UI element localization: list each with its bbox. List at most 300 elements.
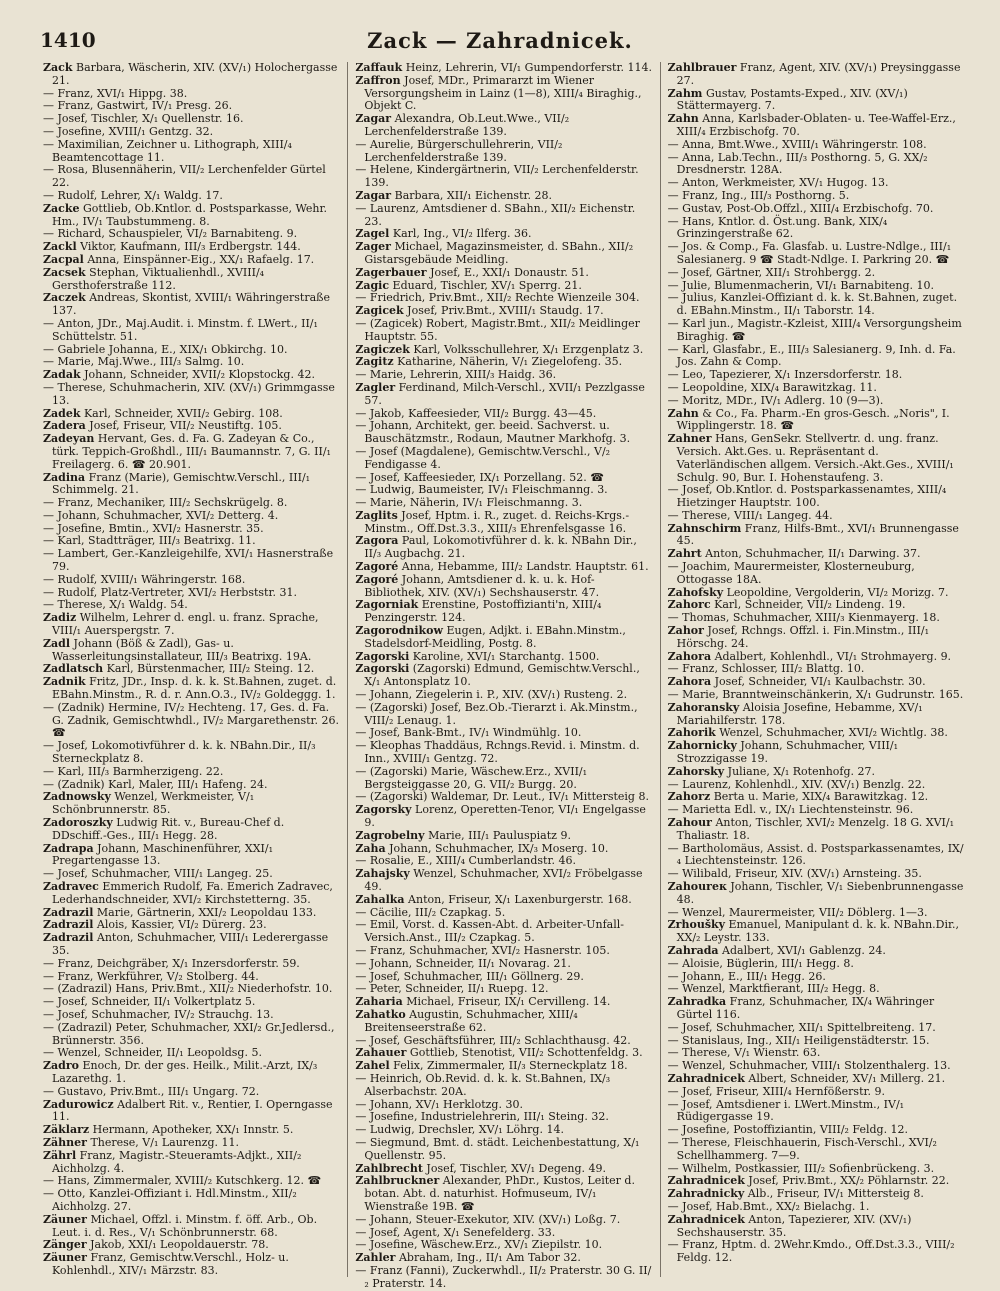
directory-entry <box>355 203 652 229</box>
entry-surname: Zahlbrecht <box>355 1161 423 1175</box>
directory-entry <box>668 344 965 370</box>
entry-details: — Josef, Tischler, X/₁ Quellenstr. 16. <box>43 112 244 126</box>
entry-details: Hermann, Apotheker, XX/₁ Innstr. 5. <box>89 1123 294 1137</box>
entry-details: Josef, Priv.Bmt., XVIII/₁ Staudg. 17. <box>403 304 604 318</box>
entry-details: Fritz, JDr., Insp. d. k. k. St.Bahnen, zuget. d. EBahn.Minstm., R. d. r. Ann.O.3., IV/₂ Goldeggg. 1. <box>52 675 337 702</box>
entry-details: — (Zagorski) Waldemar, Dr. Leut., IV/₁ Mittersteig 8. <box>355 790 649 804</box>
entry-details: — Jakob, Kaffeesieder, VII/₂ Burgg. 43—45. <box>355 406 597 420</box>
entry-details: Heinz, Lehrerin, VI/₁ Gumpendorferstr. 114. <box>402 61 652 74</box>
entry-details: Marie, III/₁ Pauluspiatz 9. <box>424 828 571 842</box>
entry-details: Josef, Schneider, VI/₁ Kaulbachstr. 30. <box>711 675 926 689</box>
directory-entry <box>43 881 340 907</box>
directory-entry <box>668 1239 965 1265</box>
entry-details: — Marie, Lehrerin, XIII/₃ Haidg. 36. <box>355 368 557 382</box>
entry-details: — Lambert, Ger.-Kanzleigehilfe, XVI/₁ Hasnerstraße 79. <box>43 547 334 574</box>
entry-details: Jakob, XXI/₁ Leopoldauerstr. 78. <box>86 1238 269 1252</box>
directory-entry <box>355 868 652 894</box>
entry-surname: Zahlbrauer <box>667 61 737 74</box>
entry-details: Andreas, Skontist, XVIII/₁ Währingerstraße 137. <box>52 291 330 318</box>
directory-entry <box>668 996 965 1022</box>
entry-surname: Zadurowicz <box>43 1097 114 1111</box>
entry-details: Josef, Tischler, XV/₁ Degeng. 49. <box>422 1161 606 1175</box>
entry-surname: Zadrazil <box>43 931 94 945</box>
directory-entry <box>355 804 652 830</box>
directory-entry <box>668 919 965 945</box>
entry-details: Emmerich Rudolf, Fa. Emerich Zadravec, Lederhandschneider, XVI/₂ Kirchstetterng. 35. <box>52 880 333 906</box>
entry-surname: Zahradnicky <box>667 1187 745 1201</box>
entry-surname: Zahajsky <box>355 867 410 881</box>
entry-details: Karl, Ing., VI/₂ Ilferg. 36. <box>389 227 532 241</box>
entry-surname: Zahour <box>667 816 712 830</box>
directory-entry <box>43 1099 340 1125</box>
directory-entry <box>43 292 340 318</box>
entry-details: Johann, Tischler, V/₁ Siebenbrunnengasse 48. <box>676 880 964 906</box>
entry-details: — Peter, Schneider, II/₁ Ruepg. 12. <box>355 982 549 996</box>
entry-surname: Zahoransky <box>667 700 740 714</box>
entry-surname: Zahel <box>355 1059 390 1073</box>
entry-details: — Franz, Mechaniker, III/₂ Sechskrügelg. 8. <box>43 496 288 510</box>
directory-entry <box>668 408 965 434</box>
directory-entry <box>43 702 340 740</box>
entry-details: — Gustav, Post-Ob.Offzl., XIII/₄ Erzbischofg. 70. <box>667 201 934 215</box>
entry-details: — Rosalie, E., XIII/₄ Cumberlandstr. 46. <box>355 854 577 868</box>
entry-surname: Zahradka <box>667 995 727 1009</box>
entry-details: — Josef, Lokomotivführer d. k. k. NBahn.Dir., II/₃ Sterneckplatz 8. <box>43 739 316 766</box>
entry-details: — Marie, Näherin, IV/₁ Fleischmanng. 3. <box>355 496 583 510</box>
entry-surname: Zager <box>355 240 391 254</box>
entry-details: — (Zadnik) Hermine, IV/₂ Hechteng. 17, Ges. d. Fa. G. Zadnik, Gemischtwhdl., IV/₂ Margarethenstr. 26. ☎ <box>43 700 340 740</box>
entry-surname: Zack <box>43 61 73 74</box>
entry-details: — Josef, Schuhmacher, IV/₂ Strauchg. 13. <box>43 1007 274 1021</box>
entry-details: — Franz, Deichgräber, X/₁ Inzersdorferstr. 59. <box>43 956 300 970</box>
directory-entry <box>43 1060 340 1086</box>
page-number: 1410 <box>40 28 96 52</box>
entry-details: — Karl, Glasfabr., E., III/₃ Salesianerg. 9, Inh. d. Fa. Jos. Zahn & Comp. <box>667 342 956 369</box>
directory-entry <box>43 843 340 869</box>
entry-surname: Zahatko <box>355 1007 406 1021</box>
entry-details: Adalbert, XVI/₁ Gablenzg. 24. <box>718 943 886 957</box>
column-right <box>660 62 972 1277</box>
directory-entry <box>355 740 652 766</box>
directory-entry <box>668 1214 965 1240</box>
directory-entry <box>43 932 340 958</box>
entry-surname: Zacke <box>43 201 80 215</box>
entry-details: — Wenzel, Schuhmacher, VIII/₁ Stolzenthalerg. 13. <box>667 1059 951 1073</box>
entry-details: — Ludwig, Baumeister, IV/₁ Fleischmanng. 3. <box>355 483 608 497</box>
entry-surname: Zadek <box>43 406 81 420</box>
entry-details: — Anna, Bmt.Wwe., XVIII/₁ Währingerstr. 108. <box>667 137 927 151</box>
entry-surname: Zagitz <box>355 355 394 369</box>
directory-entry <box>355 599 652 625</box>
entry-details: — Therese, Fleischhauerin, Fisch-Verschl., XVI/₂ Schellhammerg. 7—9. <box>667 1135 937 1162</box>
entry-details: — Laurenz, Kohlenhdl., XIV. (XV/₁) Benzlg. 22. <box>667 777 926 791</box>
directory-entry <box>668 523 965 549</box>
entry-details: — Johann, Ziegelerin i. P., XIV. (XV/₁) Rusteng. 2. <box>355 688 628 702</box>
entry-details: — Johann, Schneider, II/₁ Novarag. 21. <box>355 956 571 970</box>
entry-surname: Zagorski <box>355 662 410 676</box>
entry-details: Anton, Friseur, X/₁ Laxenburgerstr. 168. <box>404 892 632 906</box>
entry-surname: Zahrada <box>667 943 719 957</box>
entry-details: — Wilhelm, Postkassier, III/₂ Sofienbrückeng. 3. <box>667 1161 935 1175</box>
entry-details: Karl, Schneider, VII/₂ Lindeng. 19. <box>710 598 906 612</box>
directory-entry <box>43 740 340 766</box>
entry-details: — Johann, Steuer-Exekutor, XIV. (XV/₁) Loßg. 7. <box>355 1212 621 1226</box>
entry-surname: Zrhoušky <box>667 918 726 932</box>
entry-details: — Julie, Blumenmacherin, VI/₁ Barnabiteng. 10. <box>667 278 935 292</box>
entry-surname: Zährl <box>43 1148 77 1162</box>
entry-surname: Zadnik <box>43 675 86 689</box>
entry-details: — Ludwig, Drechsler, XV/₁ Löhrg. 14. <box>355 1123 564 1137</box>
entry-surname: Zahradnicek <box>667 1071 745 1085</box>
entry-details: Wenzel, Schuhmacher, XVI/₂ Wichtlg. 38. <box>715 726 948 740</box>
directory-entry <box>43 817 340 843</box>
entry-details: — Thomas, Schuhmacher, XIII/₃ Kienmayerg. 18. <box>667 611 940 625</box>
entry-details: Alexandra, Ob.Leut.Wwe., VII/₂ Lerchenfelderstraße 139. <box>364 112 570 138</box>
entry-surname: Zacsek <box>43 265 86 279</box>
entry-details: — Franz, XVI/₁ Hippg. 38. <box>43 86 188 100</box>
entry-details: — Franz (Fanni), Zuckerwhdl., II/₂ Praterstr. 30 G. II/₂ Praterstr. 14. <box>355 1263 652 1290</box>
entry-surname: Zahora <box>667 649 712 663</box>
directory-entry <box>668 881 965 907</box>
entry-details: Anna, Einspänner-Eig., XX/₁ Rafaelg. 17. <box>83 252 315 266</box>
entry-surname: Zagoré <box>355 572 399 586</box>
entry-details: Marie, Gärtnerin, XXI/₂ Leopoldau 133. <box>93 905 317 919</box>
entry-surname: Zagic <box>355 278 390 292</box>
entry-surname: Zadrapa <box>43 841 94 855</box>
entry-details: — Josefine, XVIII/₁ Gentzg. 32. <box>43 124 214 138</box>
entry-details: — Marie, Maj.Wwe., III/₃ Salmg. 10. <box>43 355 245 369</box>
directory-entry <box>43 318 340 344</box>
entry-details: — Heinrich, Ob.Revid. d. k. k. St.Bahnen, IX/₃ Alserbachstr. 20A. <box>355 1071 611 1098</box>
entry-details: Johann, Schuhmacher, IX/₃ Moserg. 10. <box>385 841 609 855</box>
entry-details: — Otto, Kanzlei-Offiziant i. Hdl.Minstm., XII/₂ Aichholzg. 27. <box>43 1187 297 1213</box>
entry-surname: Zadrazil <box>43 918 94 932</box>
entry-details: — Therese, X/₁ Waldg. 54. <box>43 598 188 612</box>
entry-details: — Karl, Stadtträger, III/₃ Beatrixg. 11. <box>43 534 256 548</box>
directory-entry <box>43 1150 340 1176</box>
directory-entry <box>43 62 340 88</box>
entry-details: Paul, Lokomotivführer d. k. k. NBahn Dir., II/₃ Augbachg. 21. <box>364 534 637 561</box>
entry-details: & Co., Fa. Pharm.-En gros-Gesch. „Noris", I. Wipplingerstr. 18. ☎ <box>676 406 950 433</box>
entry-details: Hans, GenSekr. Stellvertr. d. ung. franz. Versich. Akt.Ges. u. Repräsentant d. Vaterländischen allgem. Versich.-Akt.Ges., XVIII/₁ Schulg. 90, Bur. I. Hohenstaufeng. 3. <box>676 432 954 484</box>
directory-entry <box>355 164 652 190</box>
entry-details: — Franz, Schuhmacher, XVI/₂ Hasnerstr. 105. <box>355 943 610 957</box>
entry-details: — Julius, Kanzlei-Offiziant d. k. k. St.Bahnen, zuget. d. EBahn.Minstm., II/₁ Taborstr. 14. <box>667 291 958 318</box>
entry-details: — Maximilian, Zeichner u. Lithograph, XIII/₄ Beamtencottage 11. <box>43 137 292 164</box>
entry-details: Ludwig Rit. v., Bureau-Chef d. DDschiff.-Ges., III/₁ Hegg. 28. <box>52 816 285 842</box>
entry-details: — Karl, III/₃ Barmherzigeng. 22. <box>43 764 224 778</box>
entry-details: Barbara, Wäscherin, XIV. (XV/₁) Holochergasse 21. <box>52 61 338 87</box>
entry-details: Gottlieb, Ob.Kntlor. d. Postsparkasse, Wehr. Hm., IV/₁ Taubstummeng. 8. <box>52 201 328 228</box>
entry-surname: Zadlatsch <box>43 662 104 676</box>
entry-details: (Zagorski) Edmund, Gemischtw.Verschl., X/₁ Antonsplatz 10. <box>364 662 640 689</box>
directory-entry <box>668 113 965 139</box>
entry-details: — Moritz, MDr., IV/₁ Adlerg. 10 (9—3). <box>667 393 884 407</box>
directory-entry <box>43 164 340 190</box>
directory-entry <box>43 472 340 498</box>
entry-details: Berta u. Marie, XIX/₄ Barawitzkag. 12. <box>710 790 929 804</box>
entry-details: Stephan, Viktualienhdl., XVIII/₄ Gersthoferstraße 112. <box>52 265 265 292</box>
entry-details: — Rosa, Blusennäherin, VII/₂ Lerchenfelder Gürtel 22. <box>43 163 326 190</box>
entry-details: Franz, Gemischtw.Verschl., Holz- u. Kohlenhdl., XIV/₁ Märzstr. 83. <box>52 1251 289 1277</box>
entry-details: — Rudolf, Lehrer, X/₁ Waldg. 17. <box>43 188 223 202</box>
directory-entry <box>355 1073 652 1099</box>
entry-details: Eugen, Adjkt. i. EBahn.Minstm., Stadelsdorf-Meidling, Postg. 8. <box>364 624 626 650</box>
entry-surname: Zacpal <box>43 252 84 266</box>
entry-details: — Josefine, Postoffiziantin, VIII/₂ Feldg. 12. <box>667 1123 909 1137</box>
directory-entry <box>355 766 652 792</box>
entry-surname: Zagiczek <box>355 342 410 356</box>
directory-columns <box>36 61 972 1290</box>
directory-entry <box>355 535 652 561</box>
entry-details: — Leopoldine, XIX/₄ Barawitzkag. 11. <box>667 380 877 394</box>
entry-details: — Franz, Hptm. d. 2Wehr.Kmdo., Off.Dst.3.3., VIII/₂ Feldg. 12. <box>667 1238 955 1265</box>
entry-surname: Zadnowsky <box>43 790 111 804</box>
entry-details: Johann, Schneider, XVII/₂ Klopstockg. 42. <box>80 368 315 382</box>
entry-details: Katharine, Näherin, V/₁ Ziegelofeng. 35. <box>393 355 623 369</box>
entry-surname: Zahradnicek <box>667 1212 745 1226</box>
entry-details: — (Zagicek) Robert, Magistr.Bmt., XII/₂ Meidlinger Hauptstr. 55. <box>355 316 640 343</box>
entry-details: — Kleophas Thaddäus, Rchngs.Revid. i. Minstm. d. Inn., XVIII/₁ Gentzg. 72. <box>355 739 640 766</box>
directory-entry <box>355 663 652 689</box>
directory-entry <box>355 420 652 446</box>
entry-details: — (Zadnik) Karl, Maler, III/₁ Hafeng. 24. <box>43 777 268 791</box>
entry-details: — Karl jun., Magistr.-Kzleist, XIII/₄ Versorgungsheim Biraghig. ☎ <box>667 316 962 343</box>
entry-details: Emanuel, Manipulant d. k. k. NBahn.Dir., XX/₂ Leystr. 133. <box>676 918 960 945</box>
entry-details: — Anton, JDr., Maj.Audit. i. Minstm. f. LWert., II/₁ Schüttelstr. 51. <box>43 316 318 343</box>
directory-entry <box>355 318 652 344</box>
entry-details: — Wilibald, Friseur, XIV. (XV/₁) Arnsteing. 35. <box>667 867 922 881</box>
entry-details: — Franz, Werkführer, V/₂ Stolberg. 44. <box>43 969 259 983</box>
entry-surname: Zänger <box>43 1238 87 1252</box>
entry-surname: Zahn <box>667 406 699 420</box>
entry-details: — Johann, Schuhmacher, XVI/₂ Detterg. 4. <box>43 508 279 522</box>
entry-details: — Johann, Architekt, ger. beeid. Sachverst. u. Bauschätzmstr., Rodaun, Mautner Markhofg. 3. <box>355 419 631 446</box>
directory-entry <box>668 88 965 114</box>
entry-details: — Gabriele Johanna, E., XIX/₁ Obkirchg. 10. <box>43 342 288 356</box>
directory-entry <box>668 1137 965 1163</box>
entry-surname: Zahm <box>667 86 703 100</box>
entry-surname: Zagel <box>355 227 390 241</box>
directory-entry <box>43 676 340 702</box>
entry-details: Aloisia Josefine, Hebamme, XV/₁ Mariahilferstr. 178. <box>676 700 923 727</box>
entry-details: Gustav, Postamts-Exped., XIV. (XV/₁) Stättermayerg. 7. <box>676 86 908 113</box>
entry-details: — Josef, Ob.Kntlor. d. Postsparkassenamtes, XIII/₄ Hietzinger Hauptstr. 100. <box>667 483 947 510</box>
directory-entry <box>668 817 965 843</box>
entry-details: Josef, MDr., Primararzt im Wiener Versorgungsheim in Lainz (1—8), XIII/₄ Biraghig., Objekt C. <box>364 73 642 113</box>
entry-details: — Laurenz, Amtsdiener d. SBahn., XII/₂ Eichenstr. 23. <box>355 201 636 228</box>
directory-entry <box>668 433 965 484</box>
entry-details: — Friedrich, Priv.Bmt., XII/₂ Rechte Wienzeile 304. <box>355 291 640 305</box>
entry-surname: Zahorc <box>667 598 711 612</box>
entry-details: — Siegmund, Bmt. d. städt. Leichenbestattung, X/₁ Quellenstr. 95. <box>355 1135 640 1162</box>
entry-details: — Josefine, Wäschew.Erz., XV/₁ Ziepilstr. 10. <box>355 1238 603 1252</box>
entry-details: Michael, Magazinsmeister, d. SBahn., XII/₂ Gistarsgebäude Meidling. <box>364 240 634 266</box>
entry-details: — (Zagorski) Marie, Wäschew.Erz., XVII/₁ Bergsteiggasse 20, G. VII/₂ Burgg. 20. <box>355 764 588 791</box>
entry-surname: Zagora <box>355 534 399 548</box>
entry-details: — Josef (Magdalene), Gemischtw.Verschl., V/₂ Fendigasse 4. <box>355 444 611 471</box>
running-head: Zack — Zahradnicek. <box>367 28 633 53</box>
entry-details: Johann, Amtsdiener d. k. u. k. Hof-Bibliothek, XIV. (XV/₁) Sechshauserstr. 47. <box>364 572 600 599</box>
directory-entry <box>668 561 965 587</box>
directory-entry <box>355 241 652 267</box>
entry-details: Wenzel, Schuhmacher, XVI/₂ Fröbelgasse 49. <box>364 867 643 893</box>
entry-details: Michael, Friseur, IX/₁ Cervilleng. 14. <box>402 995 611 1009</box>
entry-details: — Josef, Schuhmacher, XII/₁ Spittelbreiteng. 17. <box>667 1020 936 1034</box>
entry-details: — Josef, Geschäftsführer, III/₂ Schlachthausg. 42. <box>355 1033 631 1047</box>
entry-surname: Zäklarz <box>43 1123 90 1137</box>
entry-details: Wenzel, Werkmeister, V/₁ Schönbrunnerstr. 85. <box>52 790 255 817</box>
entry-details: Alb., Friseur, IV/₁ Mittersteig 8. <box>744 1187 924 1201</box>
entry-surname: Zadak <box>43 368 81 382</box>
entry-details: Lorenz, Operetten-Tenor, VI/₁ Engelgasse 9. <box>364 803 646 830</box>
entry-details: Karl, Volksschullehrer, X/₁ Erzgenplatz 3. <box>409 342 644 356</box>
entry-details: Karoline, XVI/₁ Starchantg. 1500. <box>409 649 600 663</box>
entry-details: Anton, Schuhmacher, II/₁ Darwing. 37. <box>701 547 921 561</box>
directory-entry <box>355 1265 652 1291</box>
entry-details: — Franz, Gastwirt, IV/₁ Presg. 26. <box>43 99 233 113</box>
entry-surname: Zackl <box>43 240 77 254</box>
entry-details: Hervant, Ges. d. Fa. G. Zadeyan & Co., türk. Teppich-Großhdl., III/₁ Baumannstr. 7, G. II/₁ Freilagerg. 6. ☎ 20.901. <box>52 432 331 471</box>
entry-details: — Therese, VIII/₁ Langeg. 44. <box>667 508 833 522</box>
directory-entry <box>43 267 340 293</box>
entry-surname: Zahrt <box>667 547 702 561</box>
directory-entry <box>43 1022 340 1048</box>
entry-details: — Jos. & Comp., Fa. Glasfab. u. Lustre-Ndlge., III/₁ Salesianerg. 9 ☎ Stadt-Ndlge. I. Parkring 20. ☎ <box>667 240 952 266</box>
entry-details: Enoch, Dr. der ges. Heilk., Milit.-Arzt, IX/₃ Lazarethg. 1. <box>52 1059 318 1085</box>
entry-surname: Zadro <box>43 1059 79 1073</box>
entry-surname: Zahora <box>667 675 712 689</box>
entry-details: Anton, Tischler, XVI/₂ Menzelg. 18 G. XVI/₁ Thaliastr. 18. <box>676 816 954 842</box>
directory-entry <box>355 1175 652 1213</box>
entry-details: — Josef, Kaffeesieder, IX/₁ Porzellang. 52. ☎ <box>355 470 604 484</box>
directory-entry <box>668 702 965 728</box>
entry-surname: Zagar <box>355 188 392 202</box>
directory-entry <box>43 139 340 165</box>
entry-surname: Zahn <box>667 112 699 126</box>
entry-details: Barbara, XII/₁ Eichenstr. 28. <box>391 188 553 202</box>
entry-details: — Aloisie, Büglerin, III/₁ Hegg. 8. <box>667 956 854 970</box>
entry-surname: Zagicek <box>355 304 404 318</box>
directory-entry <box>43 791 340 817</box>
directory-entry <box>43 612 340 638</box>
entry-surname: Zäuner <box>43 1251 87 1265</box>
directory-entry <box>355 510 652 536</box>
directory-entry <box>355 75 652 113</box>
directory-entry <box>355 702 652 728</box>
entry-surname: Zahofsky <box>667 585 724 599</box>
entry-details: — (Zagorski) Josef, Bez.Ob.-Tierarzt i. Ak.Minstm., VIII/₂ Lenaug. 1. <box>355 700 638 727</box>
entry-surname: Zadera <box>43 419 86 433</box>
entry-details: — (Zadrazil) Peter, Schuhmacher, XXI/₂ Gr.Jedlersd., Brünnerstr. 356. <box>43 1020 335 1047</box>
entry-details: — Wenzel, Schneider, II/₁ Leopoldsg. 5. <box>43 1046 262 1060</box>
entry-details: Josef, Friseur, VII/₂ Neustiftg. 105. <box>85 419 282 433</box>
entry-details: — Bartholomäus, Assist. d. Postsparkassenamtes, IX/₄ Liechtensteinstr. 126. <box>667 841 964 868</box>
directory-entry <box>43 1252 340 1278</box>
entry-surname: Zadina <box>43 470 86 484</box>
entry-surname: Zadrazil <box>43 905 94 919</box>
entry-details: — Rudolf, Platz-Vertreter, XVI/₂ Herbststr. 31. <box>43 585 297 599</box>
directory-entry <box>355 625 652 651</box>
entry-details: Juliane, X/₁ Rotenhofg. 27. <box>724 764 875 778</box>
entry-details: Anton, Schuhmacher, VIII/₁ Lederergasse 35. <box>52 931 329 957</box>
entry-details: Franz, Agent, XIV. (XV/₁) Preysinggasse 27. <box>676 61 961 87</box>
entry-details: Gottlieb, Stenotist, VII/₂ Schottenfeldg. 3. <box>406 1046 643 1060</box>
entry-details: Therese, V/₁ Laurenzg. 11. <box>86 1135 239 1149</box>
entry-details: — Josef, Agent, X/₁ Senefelderg. 33. <box>355 1225 556 1239</box>
entry-details: — Anton, Werkmeister, XV/₁ Hugog. 13. <box>667 176 889 190</box>
directory-entry <box>355 139 652 165</box>
entry-details: Franz (Marie), Gemischtw.Verschl., III/₁ Schimmelg. 21. <box>52 470 311 497</box>
entry-details: Alois, Kassier, VI/₂ Dürerg. 23. <box>93 918 267 932</box>
directory-entry <box>43 382 340 408</box>
entry-details: Johann, Maschinenführer, XXI/₁ Pregartengasse 13. <box>52 841 274 868</box>
entry-surname: Zagar <box>355 112 392 126</box>
entry-details: Erenstine, Postoffizianti'n, XIII/₄ Penzingerstr. 124. <box>364 598 602 625</box>
entry-details: Felix, Zimmermaler, II/₃ Sterneckplatz 18. <box>389 1059 628 1073</box>
entry-surname: Zahoureк <box>667 880 727 893</box>
entry-surname: Zahler <box>355 1251 396 1265</box>
directory-entry <box>43 433 340 471</box>
entry-details: — Aurelie, Bürgerschullehrerin, VII/₂ Lerchenfelderstraße 139. <box>355 137 563 164</box>
entry-details: — Hans, Zimmermaler, XVIII/₂ Kutschkerg. 12. ☎ <box>43 1174 322 1188</box>
entry-details: — Anna, Lab.Techn., III/₃ Posthorng. 5, G. XX/₂ Dresdnerstr. 128A. <box>667 150 928 177</box>
entry-details: — Josef, Schneider, II/₁ Volkertplatz 5. <box>43 995 256 1009</box>
entry-details: Abraham, Ing., II/₁ Am Tabor 32. <box>395 1251 581 1265</box>
entry-details: Karl, Bürstenmacher, III/₂ Steing. 12. <box>103 662 315 676</box>
entry-details: Wilhelm, Lehrer d. engl. u. franz. Sprache, VIII/₁ Auerspergstr. 7. <box>52 611 319 638</box>
entry-details: — Leo, Tapezierer, X/₁ Inzersdorferstr. 18. <box>667 368 903 382</box>
entry-surname: Zahor <box>667 624 704 638</box>
entry-details: — Richard, Schauspieler, VI/₂ Barnabiteng. 9. <box>43 227 298 241</box>
entry-surname: Zaczek <box>43 291 86 305</box>
column-left <box>36 62 347 1277</box>
entry-surname: Zahlbruckner <box>355 1174 440 1188</box>
directory-entry <box>355 574 652 600</box>
entry-surname: Zadl <box>43 636 71 650</box>
directory-entry <box>668 152 965 178</box>
directory-entry <box>668 484 965 510</box>
entry-surname: Zagorodnikow <box>355 624 443 638</box>
directory-entry <box>668 625 965 651</box>
entry-details: Ferdinand, Milch-Verschl., XVII/₁ Pezzlgasse 57. <box>364 380 645 407</box>
entry-surname: Zagorski <box>355 649 410 663</box>
directory-entry <box>668 62 965 88</box>
entry-surname: Zaffron <box>355 73 401 87</box>
entry-details: — (Zadrazil) Hans, Priv.Bmt., XII/₂ Niederhofstr. 10. <box>43 982 333 996</box>
entry-surname: Zagler <box>355 380 396 394</box>
directory-entry <box>43 203 340 229</box>
entry-details: Michael, Offzl. i. Minstm. f. öff. Arb., Ob. Leut. i. d. Res., V/₁ Schönbrunnerstr. 68. <box>52 1212 318 1239</box>
directory-entry <box>668 318 965 344</box>
entry-details: — Marietta Edl. v., IX/₁ Liechtensteinstr. 96. <box>667 803 914 817</box>
entry-surname: Zaha <box>355 841 386 855</box>
entry-details: Franz, Magistr.-Steueramts-Adjkt., XII/₂ Aichholzg. 4. <box>52 1148 302 1175</box>
entry-details: — Therese, Schuhmacherin, XIV. (XV/₁) Grimmgasse 13. <box>43 380 335 407</box>
entry-surname: Zaglits <box>355 508 398 522</box>
entry-details: Adalbert, Kohlenhdl., VI/₁ Strohmayerg. 9. <box>711 649 952 663</box>
entry-surname: Zagerbauer <box>355 265 427 279</box>
entry-surname: Zahorsky <box>667 764 725 778</box>
entry-surname: Zaffauk <box>355 61 403 74</box>
entry-details: Viktor, Kaufmann, III/₃ Erdbergstr. 144. <box>76 240 301 254</box>
entry-surname: Zahornicky <box>667 739 737 753</box>
entry-details: — Stanislaus, Ing., XII/₁ Heiligenstädterstr. 15. <box>667 1033 930 1047</box>
directory-entry <box>668 740 965 766</box>
entry-details: — Franz, Ing., III/₃ Posthorng. 5. <box>667 188 850 202</box>
entry-surname: Zahorz <box>667 790 711 804</box>
entry-surname: Zagoré <box>355 560 399 574</box>
